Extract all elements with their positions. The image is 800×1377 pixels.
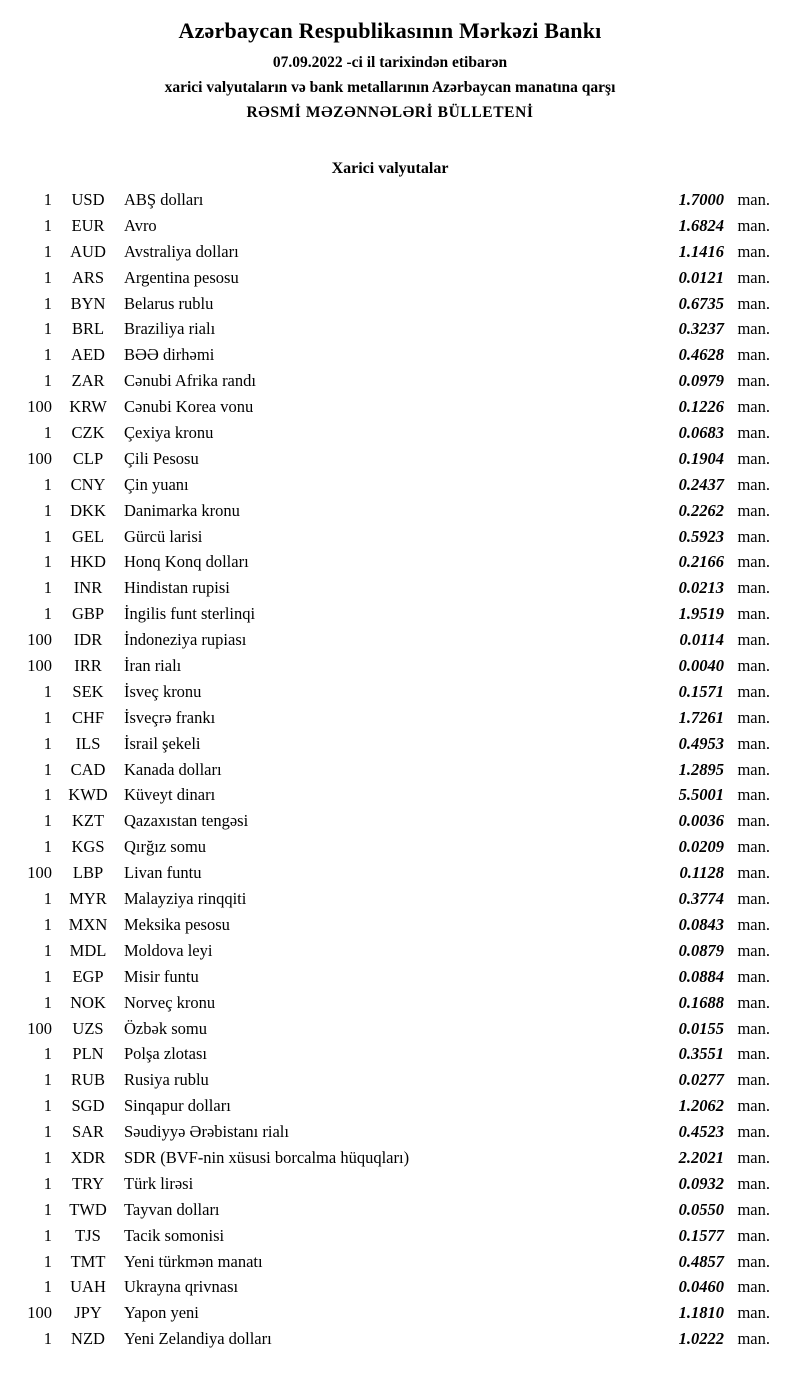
currency-code: KWD [68, 785, 108, 805]
currency-code: NZD [71, 1329, 105, 1349]
quantity: 1 [43, 733, 52, 753]
currency-code: XDR [70, 1147, 106, 1167]
unit-label: man. [737, 837, 770, 857]
currency-row [10, 549, 770, 575]
currency-code: NOK [70, 992, 106, 1012]
unit-label: man. [737, 656, 770, 676]
rate-value: 0.0277 [678, 1070, 724, 1090]
currency-row [10, 808, 770, 834]
quantity: 1 [43, 267, 52, 287]
currency-name: Cənubi Afrika randı [124, 371, 256, 391]
currency-row [10, 860, 770, 886]
currency-row [10, 964, 770, 990]
bulletin-title: RƏSMİ MƏZƏNNƏLƏRİ BÜLLETENİ [246, 104, 534, 121]
currency-row [10, 653, 770, 679]
unit-label: man. [737, 1225, 770, 1245]
quantity: 1 [43, 500, 52, 520]
unit-label: man. [737, 811, 770, 831]
quantity: 1 [43, 1096, 52, 1116]
rate-value: 5.5001 [678, 785, 724, 805]
currency-code: SGD [71, 1096, 105, 1116]
quantity: 1 [43, 1147, 52, 1167]
unit-label: man. [737, 914, 770, 934]
currency-code: AED [71, 345, 105, 365]
unit-label: man. [737, 1251, 770, 1271]
currency-row [10, 938, 770, 964]
quantity: 100 [27, 1018, 52, 1038]
currency-code: MDL [69, 940, 107, 960]
currency-row [10, 912, 770, 938]
rate-value: 0.0036 [678, 811, 724, 831]
unit-label: man. [737, 1147, 770, 1167]
currency-code: IRR [74, 656, 102, 676]
quantity: 100 [27, 656, 52, 676]
rate-value: 1.6824 [678, 215, 724, 235]
rate-value: 0.0843 [678, 914, 724, 934]
unit-label: man. [737, 863, 770, 883]
currency-row [10, 394, 770, 420]
currency-name: Avro [124, 215, 157, 235]
currency-code: KZT [71, 811, 105, 831]
currency-name: Küveyt dinarı [124, 785, 216, 805]
currency-row [10, 291, 770, 317]
quantity: 1 [43, 474, 52, 494]
currency-code: ARS [71, 267, 105, 287]
currency-row [10, 1171, 770, 1197]
quantity: 1 [43, 215, 52, 235]
unit-label: man. [737, 1303, 770, 1323]
currency-name: Avstraliya dolları [124, 241, 239, 261]
currency-row [10, 1016, 770, 1042]
unit-label: man. [737, 578, 770, 598]
currency-name: Braziliya rialı [124, 319, 216, 339]
currency-code: CLP [72, 448, 104, 468]
currency-row [10, 679, 770, 705]
currency-code: EUR [71, 215, 105, 235]
unit-label: man. [737, 1070, 770, 1090]
unit-label: man. [737, 345, 770, 365]
unit-label: man. [737, 1122, 770, 1142]
currency-row [10, 705, 770, 731]
currency-row [10, 213, 770, 239]
quantity: 1 [43, 811, 52, 831]
currency-code: USD [71, 190, 105, 209]
currency-name: Livan funtu [124, 863, 202, 883]
quantity: 1 [43, 345, 52, 365]
currency-name: Kanada dolları [124, 759, 222, 779]
currency-row [10, 420, 770, 446]
section-title: Xarici valyutalar [331, 160, 449, 177]
rate-value: 0.1688 [678, 992, 724, 1012]
currency-row [10, 1326, 770, 1352]
currency-code: MYR [69, 889, 107, 909]
currency-code: TJS [75, 1225, 101, 1245]
currency-name: Moldova leyi [124, 940, 213, 960]
currency-name: İndoneziya rupiası [124, 630, 247, 650]
rate-value: 1.9519 [678, 604, 724, 624]
rate-value: 0.2437 [678, 474, 724, 494]
rate-value: 1.2062 [678, 1096, 724, 1116]
rate-value: 0.2166 [678, 552, 724, 572]
currency-name: Rusiya rublu [124, 1070, 209, 1090]
unit-label: man. [737, 474, 770, 494]
currency-row [10, 1274, 770, 1300]
currency-name: Türk lirəsi [124, 1173, 194, 1193]
currency-row [10, 342, 770, 368]
currency-row [10, 601, 770, 627]
quantity: 100 [27, 630, 52, 650]
currency-name: Sinqapur dolları [124, 1096, 231, 1116]
currency-name: Çexiya kronu [124, 423, 214, 443]
currency-code: ILS [75, 733, 101, 753]
rate-value: 0.3237 [678, 319, 724, 339]
currency-code: MXN [68, 914, 108, 934]
unit-label: man. [737, 293, 770, 313]
rate-value: 0.1226 [678, 397, 724, 417]
currency-name: Yapon yeni [124, 1303, 199, 1323]
currency-name: Hindistan rupisi [124, 578, 230, 598]
unit-label: man. [737, 630, 770, 650]
currency-name: Qazaxıstan tengəsi [124, 811, 249, 831]
currency-name: Yeni türkmən manatı [124, 1251, 263, 1271]
currency-code: KGS [71, 837, 105, 857]
currency-row [10, 1093, 770, 1119]
currency-code: CAD [70, 759, 106, 779]
currency-name: İsrail şekeli [124, 733, 201, 753]
currency-row [10, 187, 770, 213]
unit-label: man. [737, 940, 770, 960]
quantity: 1 [43, 371, 52, 391]
currency-row [10, 472, 770, 498]
rate-value: 0.6735 [678, 293, 724, 313]
rate-value: 0.0683 [678, 423, 724, 443]
quantity: 1 [43, 1225, 52, 1245]
unit-label: man. [737, 759, 770, 779]
rate-value: 2.2021 [678, 1147, 724, 1167]
currency-code: UZS [72, 1018, 104, 1038]
currency-row [10, 1197, 770, 1223]
rate-value: 0.0155 [678, 1018, 724, 1038]
unit-label: man. [737, 1277, 770, 1297]
currency-row [10, 239, 770, 265]
unit-label: man. [737, 448, 770, 468]
effective-date-line: 07.09.2022 -ci il tarixindən etibarən [272, 54, 508, 71]
currency-name: Gürcü larisi [124, 526, 203, 546]
unit-label: man. [737, 1018, 770, 1038]
unit-label: man. [737, 397, 770, 417]
currency-code: SAR [71, 1122, 105, 1142]
unit-label: man. [737, 889, 770, 909]
rate-value: 0.0550 [678, 1199, 724, 1219]
currency-name: Belarus rublu [124, 293, 214, 313]
quantity: 1 [43, 707, 52, 727]
currency-row [10, 1249, 770, 1275]
currency-code: CHF [71, 707, 105, 727]
quantity: 1 [43, 1122, 52, 1142]
currency-name: Özbək somu [124, 1018, 207, 1038]
currency-row [10, 524, 770, 550]
rate-value: 0.0040 [678, 656, 724, 676]
unit-label: man. [737, 500, 770, 520]
currency-name: Cənubi Korea vonu [124, 397, 254, 417]
quantity: 1 [43, 914, 52, 934]
quantity: 100 [27, 397, 52, 417]
currency-code: PLN [72, 1044, 104, 1064]
quantity: 1 [43, 1277, 52, 1297]
currency-name: Misir funtu [124, 966, 199, 986]
currency-code: GEL [71, 526, 105, 546]
rate-value: 0.0114 [679, 630, 724, 650]
quantity: 1 [43, 940, 52, 960]
currency-code: LBP [72, 863, 104, 883]
quantity: 1 [43, 190, 52, 209]
currency-row [10, 1145, 770, 1171]
currency-row [10, 757, 770, 783]
unit-label: man. [737, 1096, 770, 1116]
currency-row [10, 990, 770, 1016]
rate-value: 0.1577 [678, 1225, 724, 1245]
currency-code: HKD [70, 552, 106, 572]
unit-label: man. [737, 707, 770, 727]
quantity: 1 [43, 966, 52, 986]
currency-code: BRL [71, 319, 105, 339]
currency-row [10, 1041, 770, 1067]
currency-name: Danimarka kronu [124, 500, 240, 520]
currency-row [10, 1067, 770, 1093]
rate-value: 1.0222 [678, 1329, 724, 1349]
rate-value: 0.3551 [678, 1044, 724, 1064]
quantity: 1 [43, 681, 52, 701]
subtitle-line: xarici valyutaların və bank metallarının Azərbaycan manatına qarşı [164, 79, 616, 96]
currency-name: İsveçrə frankı [124, 707, 216, 727]
currency-code: ZAR [71, 371, 105, 391]
rate-value: 0.2262 [678, 500, 724, 520]
currency-row [10, 1300, 770, 1326]
currency-code: GBP [71, 604, 105, 624]
rate-value: 0.0460 [678, 1277, 724, 1297]
quantity: 1 [43, 1329, 52, 1349]
rate-value: 0.1904 [678, 448, 724, 468]
unit-label: man. [737, 371, 770, 391]
currency-code: TMT [70, 1251, 106, 1271]
rate-value: 1.2895 [678, 759, 724, 779]
unit-label: man. [737, 319, 770, 339]
rate-value: 0.0879 [678, 940, 724, 960]
quantity: 1 [43, 1251, 52, 1271]
rate-value: 1.7261 [678, 707, 724, 727]
unit-label: man. [737, 992, 770, 1012]
currency-code: BYN [70, 293, 106, 313]
currency-name: Çili Pesosu [124, 448, 199, 468]
currency-name: Tacik somonisi [124, 1225, 225, 1245]
rate-value: 0.0932 [678, 1173, 724, 1193]
currency-name: Çin yuanı [124, 474, 189, 494]
currency-name: Tayvan dolları [124, 1199, 220, 1219]
currency-name: Ukrayna qrivnası [124, 1277, 239, 1297]
rate-value: 0.1128 [679, 863, 724, 883]
currency-name: İran rialı [124, 656, 182, 676]
rate-value: 0.0209 [678, 837, 724, 857]
currency-name: Honq Konq dolları [124, 552, 249, 572]
quantity: 1 [43, 759, 52, 779]
currency-name: Səudiyyə Ərəbistanı rialı [124, 1122, 289, 1142]
quantity: 1 [43, 1070, 52, 1090]
currency-row [10, 627, 770, 653]
unit-label: man. [737, 190, 770, 209]
currency-row [10, 1119, 770, 1145]
unit-label: man. [737, 681, 770, 701]
rate-value: 0.4857 [678, 1251, 724, 1271]
currency-name: Qırğız somu [124, 837, 207, 857]
currency-code: UAH [70, 1277, 106, 1297]
quantity: 1 [43, 837, 52, 857]
currency-code: CNY [70, 474, 106, 494]
unit-label: man. [737, 1199, 770, 1219]
unit-label: man. [737, 423, 770, 443]
currency-name: SDR (BVF-nin xüsusi borcalma hüquqları) [124, 1147, 410, 1167]
document-header [10, 18, 770, 122]
quantity: 1 [43, 319, 52, 339]
currency-name: Norveç kronu [124, 992, 216, 1012]
unit-label: man. [737, 526, 770, 546]
rate-value: 0.0884 [678, 966, 724, 986]
rate-value: 0.0121 [678, 267, 724, 287]
rate-value: 0.4523 [678, 1122, 724, 1142]
unit-label: man. [737, 1173, 770, 1193]
rate-value: 0.3774 [678, 889, 724, 909]
quantity: 100 [27, 863, 52, 883]
unit-label: man. [737, 241, 770, 261]
currency-row [10, 575, 770, 601]
currency-code: CZK [71, 423, 105, 443]
rate-value: 0.5923 [678, 526, 724, 546]
rate-value: 0.1571 [678, 681, 724, 701]
quantity: 1 [43, 526, 52, 546]
rate-value: 0.0213 [678, 578, 724, 598]
currency-name: Malayziya rinqqiti [124, 889, 247, 909]
unit-label: man. [737, 966, 770, 986]
rate-value: 0.0979 [678, 371, 724, 391]
currency-code: KRW [69, 397, 107, 417]
currency-code: RUB [71, 1070, 105, 1090]
quantity: 1 [43, 293, 52, 313]
quantity: 1 [43, 1199, 52, 1219]
unit-label: man. [737, 1044, 770, 1064]
unit-label: man. [737, 785, 770, 805]
currency-row [10, 886, 770, 912]
currency-name: Polşa zlotası [124, 1044, 207, 1064]
unit-label: man. [737, 1329, 770, 1349]
rate-value: 1.1416 [678, 241, 724, 261]
quantity: 1 [43, 889, 52, 909]
currency-code: DKK [70, 500, 106, 520]
bank-title: Azərbaycan Respublikasının Mərkəzi Bankı [178, 18, 602, 43]
currency-row [10, 834, 770, 860]
currency-table [10, 187, 770, 1352]
currency-name: Meksika pesosu [124, 914, 230, 934]
unit-label: man. [737, 733, 770, 753]
unit-label: man. [737, 552, 770, 572]
currency-row [10, 1223, 770, 1249]
unit-label: man. [737, 215, 770, 235]
quantity: 1 [43, 992, 52, 1012]
unit-label: man. [737, 604, 770, 624]
rate-value: 1.1810 [678, 1303, 724, 1323]
currency-row [10, 498, 770, 524]
currency-row [10, 368, 770, 394]
quantity: 100 [27, 1303, 52, 1323]
quantity: 1 [43, 423, 52, 443]
currency-name: Yeni Zelandiya dolları [124, 1329, 272, 1349]
currency-code: TWD [69, 1199, 107, 1219]
currency-code: EGP [72, 966, 104, 986]
rate-value: 1.7000 [678, 190, 724, 209]
currency-row [10, 782, 770, 808]
quantity: 1 [43, 241, 52, 261]
quantity: 1 [43, 785, 52, 805]
currency-row [10, 316, 770, 342]
currency-code: INR [73, 578, 103, 598]
quantity: 1 [43, 1173, 52, 1193]
quantity: 1 [43, 578, 52, 598]
currency-name: ABŞ dolları [124, 190, 204, 209]
unit-label: man. [737, 267, 770, 287]
quantity: 1 [43, 604, 52, 624]
currency-code: SEK [72, 681, 104, 701]
quantity: 100 [27, 448, 52, 468]
rate-value: 0.4628 [678, 345, 724, 365]
currency-code: JPY [74, 1303, 102, 1323]
rate-value: 0.4953 [678, 733, 724, 753]
quantity: 1 [43, 1044, 52, 1064]
quantity: 1 [43, 552, 52, 572]
currency-name: BƏƏ dirhəmi [124, 345, 215, 365]
currency-row [10, 446, 770, 472]
currency-code: AUD [70, 241, 106, 261]
currency-name: Argentina pesosu [124, 267, 239, 287]
currency-name: İngilis funt sterlinqi [124, 604, 256, 624]
currency-name: İsveç kronu [124, 681, 202, 701]
currency-row [10, 731, 770, 757]
currency-code: IDR [73, 630, 103, 650]
currency-code: TRY [71, 1173, 105, 1193]
currency-row [10, 265, 770, 291]
